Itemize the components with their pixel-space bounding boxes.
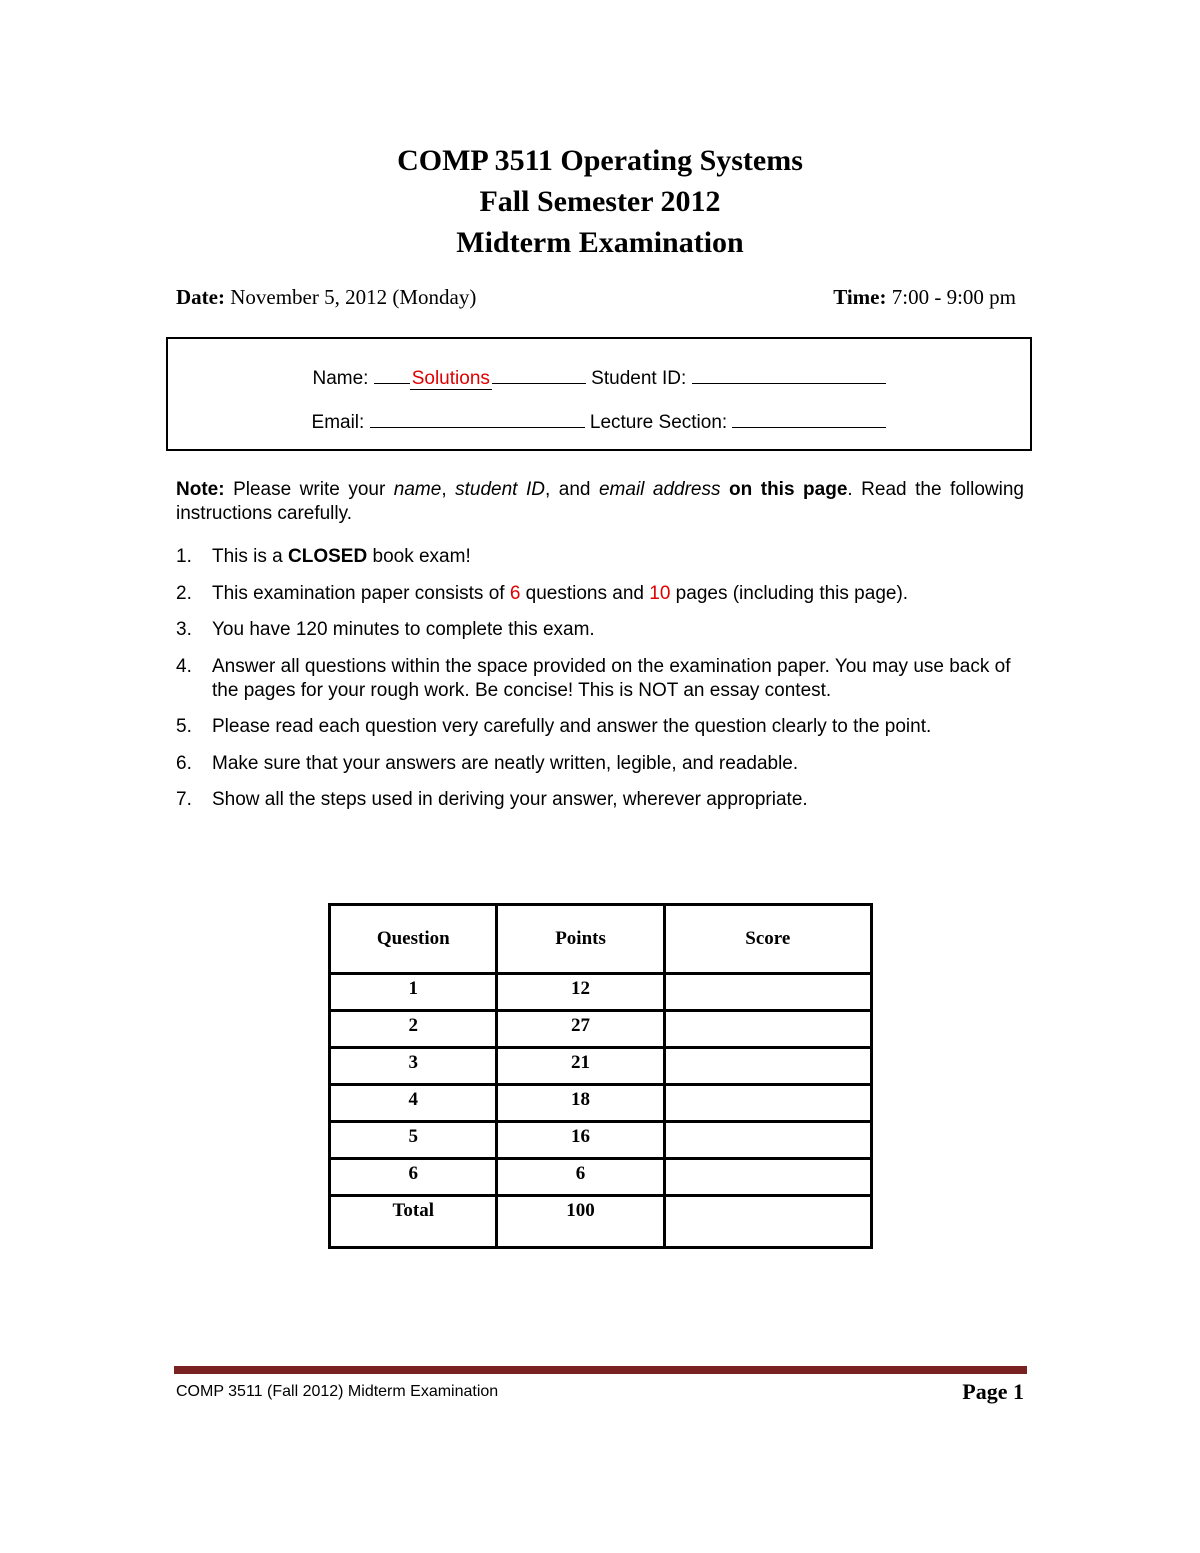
course-title: COMP 3511 Operating Systems bbox=[397, 144, 803, 177]
name-row bbox=[168, 365, 1030, 390]
header-points: Points bbox=[497, 905, 664, 974]
instruction-item bbox=[176, 788, 1036, 812]
score-cell[interactable] bbox=[664, 1085, 871, 1122]
note-paragraph bbox=[176, 478, 1024, 526]
question-cell: Total bbox=[330, 1196, 497, 1248]
date-label: Date: bbox=[176, 285, 225, 309]
question-cell: 5 bbox=[330, 1122, 497, 1159]
score-cell[interactable] bbox=[664, 1122, 871, 1159]
instruction-text: questions and bbox=[520, 582, 650, 604]
instruction-number: 4. bbox=[176, 655, 192, 677]
note-name: name bbox=[393, 479, 442, 500]
instruction-number: 1. bbox=[176, 546, 192, 567]
time-value: 7:00 - 9:00 pm bbox=[891, 285, 1016, 309]
note-text: Please write your bbox=[224, 479, 394, 500]
time-field bbox=[833, 285, 1016, 310]
date-field bbox=[176, 285, 476, 309]
footer-title: COMP 3511 (Fall 2012) Midterm Examination bbox=[176, 1383, 499, 1400]
table-row bbox=[330, 1048, 872, 1085]
points-cell: 100 bbox=[497, 1196, 664, 1248]
instruction-text: Show all the steps used in deriving your answer, wherever appropriate. bbox=[212, 789, 808, 810]
email-row bbox=[168, 409, 1030, 434]
instruction-number: 7. bbox=[176, 789, 192, 810]
table-row bbox=[330, 1085, 872, 1122]
table-row bbox=[330, 974, 872, 1011]
name-blank-trail bbox=[492, 365, 586, 384]
question-cell: 3 bbox=[330, 1048, 497, 1085]
instruction-text: Answer all questions within the space provided on the examination paper. You may use back of the pages for your rough work. Be concise! This is NOT an essay contest. bbox=[212, 655, 1011, 701]
instruction-text: Please read each question very carefully and answer the question clearly to the point. bbox=[212, 716, 932, 737]
score-table-header bbox=[330, 905, 872, 974]
email-label: Email: bbox=[311, 412, 365, 433]
note-text: , and bbox=[544, 479, 599, 500]
instruction-number: 2. bbox=[176, 582, 192, 604]
student-id-label: Student ID: bbox=[591, 368, 687, 389]
points-cell: 12 bbox=[497, 974, 664, 1011]
instruction-text: book exam! bbox=[367, 546, 471, 567]
student-info-box bbox=[166, 337, 1032, 451]
instruction-text: You have 120 minutes to complete this exam. bbox=[212, 619, 595, 640]
instruction-item bbox=[176, 752, 1036, 776]
points-cell: 18 bbox=[497, 1085, 664, 1122]
table-row bbox=[330, 1122, 872, 1159]
table-row bbox=[330, 1159, 872, 1196]
date-time-line bbox=[176, 285, 1016, 310]
note-text: , bbox=[441, 479, 456, 500]
score-cell[interactable] bbox=[664, 1196, 871, 1248]
question-cell: 4 bbox=[330, 1085, 497, 1122]
points-cell: 21 bbox=[497, 1048, 664, 1085]
email-field[interactable] bbox=[370, 409, 585, 428]
date-value: November 5, 2012 (Monday) bbox=[230, 285, 477, 309]
note-email: email address bbox=[598, 479, 721, 500]
instruction-item bbox=[176, 715, 1036, 739]
semester-title: Fall Semester 2012 bbox=[479, 185, 721, 218]
note-on-this-page: on this page bbox=[729, 479, 848, 500]
note-text: . Read the following instructions carefully. bbox=[176, 479, 1024, 524]
name-value[interactable]: Solutions bbox=[411, 368, 490, 389]
instruction-item bbox=[176, 618, 1036, 642]
question-count: 6 bbox=[509, 582, 521, 604]
name-blank-lead bbox=[374, 365, 410, 384]
question-cell: 6 bbox=[330, 1159, 497, 1196]
lecture-section-field[interactable] bbox=[732, 409, 886, 428]
instruction-number: 5. bbox=[176, 716, 192, 737]
note-text bbox=[721, 479, 730, 500]
instruction-item bbox=[176, 655, 1036, 703]
instruction-item bbox=[176, 582, 1036, 606]
question-cell: 2 bbox=[330, 1011, 497, 1048]
score-table bbox=[328, 903, 873, 1249]
page-count: 10 bbox=[649, 582, 671, 604]
table-row bbox=[330, 1011, 872, 1048]
instruction-number: 3. bbox=[176, 619, 192, 640]
instruction-number: 6. bbox=[176, 752, 192, 774]
time-label: Time: bbox=[833, 285, 887, 309]
points-cell: 6 bbox=[497, 1159, 664, 1196]
instruction-item bbox=[176, 545, 1036, 569]
lecture-section-label: Lecture Section: bbox=[589, 412, 728, 433]
note-label: Note: bbox=[176, 479, 225, 500]
student-id-field[interactable] bbox=[692, 365, 886, 384]
instructions-list bbox=[176, 545, 1036, 825]
question-cell: 1 bbox=[330, 974, 497, 1011]
score-cell[interactable] bbox=[664, 1159, 871, 1196]
points-cell: 27 bbox=[497, 1011, 664, 1048]
exam-title: Midterm Examination bbox=[456, 226, 744, 259]
points-cell: 16 bbox=[497, 1122, 664, 1159]
note-student-id: student ID bbox=[455, 479, 545, 500]
header-question: Question bbox=[330, 905, 497, 974]
instruction-text: This examination paper consists of bbox=[212, 582, 510, 604]
score-cell[interactable] bbox=[664, 1048, 871, 1085]
instruction-text: This is a bbox=[212, 546, 289, 567]
instruction-text: pages (including this page). bbox=[670, 582, 909, 604]
page-number: Page 1 bbox=[962, 1379, 1024, 1404]
instruction-text: Make sure that your answers are neatly written, legible, and readable. bbox=[212, 752, 799, 774]
header-score: Score bbox=[664, 905, 871, 974]
footer-rule bbox=[174, 1366, 1027, 1374]
table-row-total bbox=[330, 1196, 872, 1248]
name-label: Name: bbox=[312, 368, 369, 389]
instruction-emphasis: CLOSED bbox=[288, 546, 368, 567]
score-cell[interactable] bbox=[664, 974, 871, 1011]
score-cell[interactable] bbox=[664, 1011, 871, 1048]
